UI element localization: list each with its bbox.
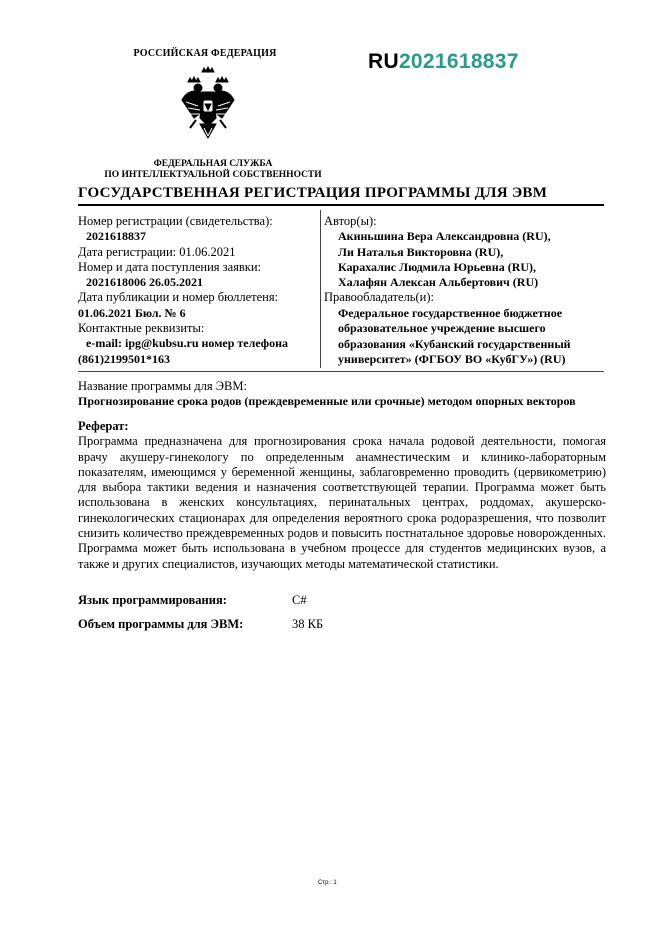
country-name: РОССИЙСКАЯ ФЕДЕРАЦИЯ [133,48,277,59]
authors-info [324,214,606,368]
owner-line: университет» (ФГБОУ ВО «КубГУ») (RU) [338,352,566,367]
publication-value: 01.06.2021 Бюл. № 6 [78,305,186,320]
author-item: Карахалис Людмила Юрьевна (RU), [338,259,537,274]
program-size-value: 38 КБ [292,617,324,631]
owner-line: Федеральное государственное бюджетное [338,305,563,320]
application-label: Номер и дата поступления заявки: [78,259,262,274]
application-value: 2021618006 26.05.2021 [86,275,203,290]
reg-date-row [78,245,316,260]
title-divider [78,204,604,206]
owner-line: образовательное учреждение высшего [338,321,546,336]
contact-label: Контактные реквизиты: [78,321,205,336]
abstract-text: Программа предназначена для прогнозирования срока начала родовой деятельности, помогая врачу акушеру-гинекологу по определенным анамнестическим и клинико-лабораторным показателям, имеющимся у беременной женщины, заблаговременно проводить (цервикометрию) для выбора тактики ведения и назначения соответствующей терапии. Программа может быть использована в женских консультациях, перинатальных центрах, роддомах, акушерско-гинекологических стационарах для определения вероятного срока родоразрешения, что позволит снизить количество преждевременных родов и повысить постнатальное здоровье новорожденных. Программа может быть использована в учебном процессе для студентов медицинских вузов, а также и других специалистов, изучающих методы математической статистики. [78,434,606,571]
document-number-prefix: RU [368,50,399,73]
author-item: Ли Наталья Викторовна (RU), [338,244,504,259]
page-number: Стр.: 1 [318,880,337,886]
author-item: Акиньшина Вера Александровна (RU), [338,229,551,244]
reg-number-value: 2021618837 [86,229,146,244]
authors-label: Автор(ы): [324,214,377,228]
contact-line-1: e-mail: ipg@kubsu.ru номер телефона [86,336,289,351]
contact-line-2: (861)2199501*163 [78,351,170,366]
program-name-section [78,379,606,410]
program-name-value: Прогнозирование срока родов (преждевременные или срочные) методом опорных векторов [78,394,576,409]
language-value: C# [292,593,307,607]
registration-info [78,214,316,367]
reg-number-label: Номер регистрации (свидетельства): [78,214,273,228]
publication-label: Дата публикации и номер бюллетеня: [78,290,279,305]
agency-line-2: ПО ИНТЕЛЛЕКТУАЛЬНОЙ СОБСТВЕННОСТИ [104,170,322,180]
program-name-label: Название программы для ЭВМ: [78,379,247,393]
program-size-label: Объем программы для ЭВМ: [78,617,244,631]
info-divider [78,371,604,372]
agency-line-1: ФЕДЕРАЛЬНАЯ СЛУЖБА [153,159,273,169]
agency-name [100,159,326,181]
document-number [368,50,519,74]
document-number-value: 2021618837 [398,50,519,73]
abstract-label: Реферат: [78,419,129,433]
reg-date-label: Дата регистрации: [78,244,177,259]
russian-coat-of-arms-icon [180,66,236,142]
owner-label: Правообладатель(и): [324,290,434,305]
reg-date-value: 01.06.2021 [179,244,236,259]
column-divider [320,210,321,368]
language-label: Язык программирования: [78,593,227,607]
owner-line: образования «Кубанский государственный [338,336,571,351]
author-item: Халафян Алексан Альбертович (RU) [338,275,539,290]
abstract-section [78,419,606,572]
page-title: ГОСУДАРСТВЕННАЯ РЕГИСТРАЦИЯ ПРОГРАММЫ ДЛЯ ЭВМ [78,185,548,201]
